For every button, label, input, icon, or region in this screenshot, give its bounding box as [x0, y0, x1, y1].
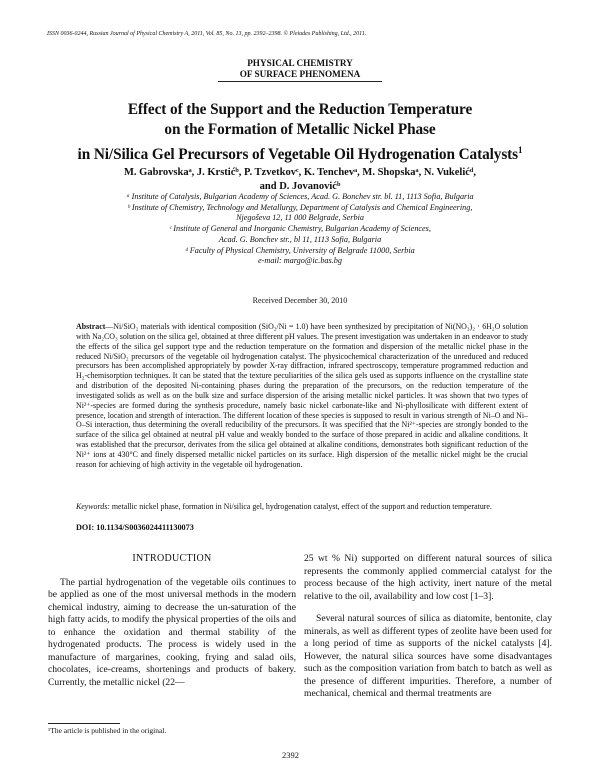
- intro-paragraph-1: The partial hydrogenation of the vegetable oils continues to be applied as one of the most universal methods in the modern chemical industry, aiming to decrease the un-saturation of the high fatty acids, to modify the physical properties of the oils and to enhance the oxidation and thermal stability of the hydrogenated products. The process is widely used in the manufacture of margarines, cooking, frying and salad oils, chocolates, ice-creams, shortenings and products of bakery. Currently, the metallic nickel (22—: [48, 576, 296, 688]
- journal-header: ISSN 0036-0244, Russian Journal of Physical Chemistry A, 2011, Vol. 85, No. 13, pp. 2392–2398. © Pleiades Publishing, Ltd., 2011.: [47, 31, 367, 37]
- footnote: ¹The article is published in the original.: [48, 726, 167, 735]
- article-title: [40, 100, 560, 165]
- section-heading-line1: PHYSICAL CHEMISTRY: [247, 58, 353, 68]
- abstract: [76, 322, 528, 470]
- section-heading: [160, 58, 440, 80]
- keywords: [76, 502, 528, 512]
- received-date: Received December 30, 2010: [252, 296, 348, 305]
- section-rule: [218, 81, 382, 82]
- affiliation-b-line1: ᵇ Institute of Chemistry, Technology and Metallurgy, Department of Catalysis and Chemical Engineering,: [127, 202, 473, 212]
- introduction-heading: INTRODUCTION: [132, 553, 212, 564]
- title-footnote-marker: 1: [518, 145, 523, 155]
- intro-paragraph-2: Several natural sources of silica as diatomite, bentonite, clay minerals, as well as different types of zeolite have been used for a long period of time as supports of the nickel catalysts [4]. However, the natural silica sources have some disadvantages such as the composition variation from batch to batch as well as the presence of different impurities. Therefore, a number of mechanical, chemical and thermal treatments are: [304, 613, 552, 700]
- title-line3: [40, 140, 560, 165]
- page-number: 2392: [282, 750, 299, 760]
- title-line1: Effect of the Support and the Reduction Temperature: [127, 101, 473, 118]
- keywords-label: Keywords:: [76, 502, 110, 511]
- section-heading-line2: OF SURFACE PHENOMENA: [239, 69, 361, 79]
- contact-email[interactable]: e-mail: margo@ic.bas.bg: [258, 256, 342, 266]
- keywords-text: metallic nickel phase, formation in Ni/silica gel, hydrogenation catalyst, effect of the support and reduction temperature.: [111, 502, 492, 511]
- affiliation-b-line2: Njegoševa 12, 11 000 Belgrade, Serbia: [236, 213, 364, 223]
- affiliations: [75, 192, 525, 267]
- authors-line2: and D. Jovanovićᵇ: [259, 181, 341, 192]
- authors-line1: M. Gabrovskaᵃ, J. Krstićᵇ, P. Tzvetkovᶜ, K. Tenchevᵃ, M. Shopskaᵃ, N. Vukelićᵈ,: [124, 167, 476, 178]
- affiliation-c-line2: Acad. G. Bonchev str., bl 11, 1113 Sofia, Bulgaria: [218, 234, 382, 244]
- abstract-text: —Ni/SiO₂ materials with identical composition (SiO₂/Ni = 1.0) have been synthesized by precipitation of Ni(NO₃)₂ · 6H₂O solution with Na₂CO₃ solution on the silica gel, obtained at three different pH values. The present investigation was undertaken in an endeavor to study the effects of the silica gel support type and the reduction temperature on the formation and dispersion of the metallic nickel phase in the reduced Ni/SiO₂ precursors of the vegetable oil hydrogenation catalyst. The physicochemical characterization of the unreduced and reduced precursors has been accomplished appropriately by powder X-ray diffraction, infrared spectroscopy, temperature programmed reduction and H₂-chemisorption techniques. It can be stated that the texture peculiarities of the silica gels used as supports influence on the crystalline state and distribution of the deposited Ni-containing phases during the preparation of the precursors, on the reduction temperature of the investigated solids as well as on the bulk size and surface dispersion of the arising metallic nickel particles. It was shown that two types of Ni²⁺-species are formed during the synthesis procedure, namely basic nickel carbonate-like and Ni-phyllosilicate with different extent of presence, location and strength of interaction. The different location of these species is supposed to result in various strength of Ni–O and Ni–O–Si interaction, thus determining the overall reducibility of the precursors. It was specified that the Ni²⁺-species are strongly bonded to the surface of the silica gel obtained at neutral pH value and weakly bonded to the surface of those prepared in acidic and alkaline conditions. It was established that the precursor, derivates from the silica gel obtained at alkaline conditions, demonstrates both significant reduction of the Ni²⁺ ions at 430°C and finely dispersed metallic nickel particles on its surface. High dispersion of the metallic nickel might be the crucial reason for achieving of high activity in the vegetable oil hydrogenation.: [76, 322, 528, 469]
- doi[interactable]: DOI: 10.1134/S0036024411130073: [76, 523, 194, 532]
- right-column: [304, 553, 552, 701]
- affiliation-c-line1: ᶜ Institute of General and Inorganic Chemistry, Bulgarian Academy of Sciences,: [169, 224, 431, 234]
- left-column: [48, 553, 296, 689]
- author-list: [60, 166, 540, 194]
- affiliation-a: ᵃ Institute of Catalysis, Bulgarian Academy of Sciences, Acad. G. Bonchev str. bl. 11, 1113 Sofia, Bulgaria: [126, 192, 474, 201]
- abstract-label: Abstract: [76, 322, 106, 331]
- footnote-rule: [48, 723, 120, 724]
- intro-paragraph-1-continued: 25 wt % Ni) supported on different natural sources of silica represents the commonly applied commercial catalyst for the process because of the high activity, inert nature of the metal relative to the oil, availability and low cost [1–3].: [304, 553, 552, 602]
- affiliation-d: ᵈ Faculty of Physical Chemistry, University of Belgrade 11000, Serbia: [185, 245, 415, 255]
- title-line3-text: in Ni/Silica Gel Precursors of Vegetable Oil Hydrogenation Catalysts: [77, 146, 519, 164]
- title-line2: on the Formation of Metallic Nickel Phase: [164, 121, 436, 138]
